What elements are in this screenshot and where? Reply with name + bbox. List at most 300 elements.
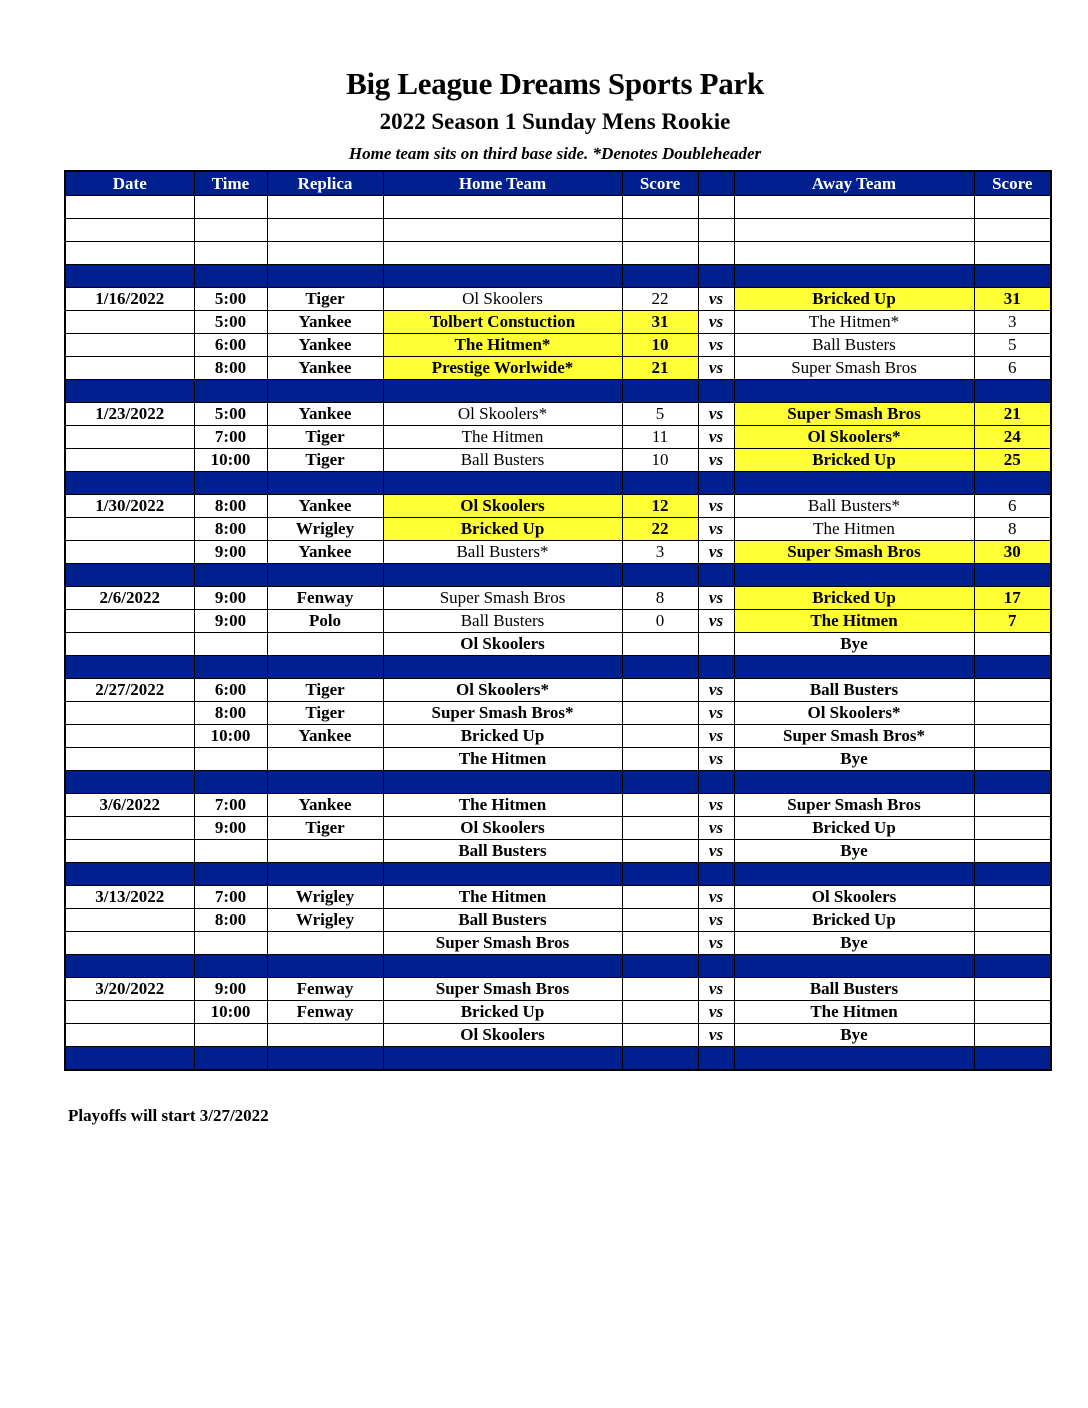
cell-home-score: [622, 242, 698, 265]
cell-vs: vs: [698, 403, 734, 426]
cell-away-team: [734, 242, 974, 265]
cell-home-team: [383, 564, 622, 587]
cell-date: [65, 725, 194, 748]
cell-away-score: 21: [974, 403, 1051, 426]
cell-away-score: [974, 219, 1051, 242]
cell-away-team: [734, 196, 974, 219]
table-row: [65, 978, 1051, 1001]
cell-replica: Fenway: [267, 978, 383, 1001]
cell-time: 5:00: [194, 403, 267, 426]
cell-time: [194, 472, 267, 495]
cell-vs: vs: [698, 794, 734, 817]
cell-vs: vs: [698, 426, 734, 449]
table-row: [65, 633, 1051, 656]
cell-away-score: [974, 265, 1051, 288]
cell-replica: Polo: [267, 610, 383, 633]
cell-away-team: [734, 472, 974, 495]
cell-home-score: [622, 932, 698, 955]
cell-away-team: Bricked Up: [734, 817, 974, 840]
cell-date: [65, 518, 194, 541]
week-separator-row: [65, 265, 1051, 288]
cell-date: [65, 633, 194, 656]
cell-away-score: [974, 656, 1051, 679]
cell-home-team: [383, 265, 622, 288]
cell-vs: vs: [698, 334, 734, 357]
cell-replica: [267, 932, 383, 955]
cell-away-team: Ball Busters*: [734, 495, 974, 518]
cell-replica: Tiger: [267, 679, 383, 702]
cell-away-score: [974, 564, 1051, 587]
cell-date: [65, 334, 194, 357]
cell-time: [194, 656, 267, 679]
cell-home-team: [383, 771, 622, 794]
cell-home-score: 22: [622, 288, 698, 311]
cell-vs: [698, 1047, 734, 1071]
cell-vs: [698, 955, 734, 978]
cell-away-score: 8: [974, 518, 1051, 541]
cell-date: [65, 265, 194, 288]
cell-home-score: 11: [622, 426, 698, 449]
cell-away-score: 6: [974, 495, 1051, 518]
cell-home-score: 5: [622, 403, 698, 426]
cell-home-team: The Hitmen: [383, 794, 622, 817]
cell-time: [194, 242, 267, 265]
cell-vs: [698, 219, 734, 242]
cell-home-score: [622, 564, 698, 587]
cell-date: 1/30/2022: [65, 495, 194, 518]
cell-home-team: [383, 1047, 622, 1071]
cell-away-score: [974, 886, 1051, 909]
cell-date: 1/23/2022: [65, 403, 194, 426]
cell-away-team: [734, 955, 974, 978]
cell-home-team: Super Smash Bros*: [383, 702, 622, 725]
header-row: [65, 171, 1051, 196]
cell-home-score: 10: [622, 449, 698, 472]
cell-away-score: 17: [974, 587, 1051, 610]
cell-replica: Tiger: [267, 288, 383, 311]
cell-home-score: [622, 1001, 698, 1024]
cell-vs: vs: [698, 840, 734, 863]
cell-date: [65, 564, 194, 587]
cell-away-score: [974, 955, 1051, 978]
cell-time: [194, 748, 267, 771]
cell-time: 6:00: [194, 679, 267, 702]
cell-home-score: [622, 886, 698, 909]
cell-vs: vs: [698, 909, 734, 932]
cell-time: [194, 932, 267, 955]
cell-away-score: [974, 633, 1051, 656]
cell-home-team: [383, 863, 622, 886]
cell-vs: [698, 564, 734, 587]
column-header-home-team: Home Team: [383, 171, 622, 196]
cell-time: [194, 265, 267, 288]
cell-time: 7:00: [194, 426, 267, 449]
cell-away-score: [974, 196, 1051, 219]
cell-away-team: [734, 1047, 974, 1071]
cell-away-score: [974, 702, 1051, 725]
cell-replica: Wrigley: [267, 886, 383, 909]
cell-time: [194, 633, 267, 656]
cell-home-team: [383, 242, 622, 265]
cell-home-score: 12: [622, 495, 698, 518]
column-header-replica: Replica: [267, 171, 383, 196]
cell-replica: [267, 955, 383, 978]
cell-home-score: [622, 840, 698, 863]
cell-away-team: Bye: [734, 840, 974, 863]
column-header-date: Date: [65, 171, 194, 196]
cell-home-team: Bricked Up: [383, 725, 622, 748]
cell-away-team: Bricked Up: [734, 587, 974, 610]
cell-away-team: Bricked Up: [734, 449, 974, 472]
cell-home-score: [622, 794, 698, 817]
cell-vs: vs: [698, 288, 734, 311]
cell-date: [65, 863, 194, 886]
cell-home-score: [622, 265, 698, 288]
cell-home-team: Ol Skoolers: [383, 288, 622, 311]
cell-home-team: [383, 472, 622, 495]
cell-home-team: Bricked Up: [383, 1001, 622, 1024]
cell-replica: [267, 1024, 383, 1047]
table-row: [65, 1001, 1051, 1024]
cell-date: [65, 955, 194, 978]
schedule-note: Home team sits on third base side. *Denotes Doubleheader: [348, 144, 762, 163]
cell-vs: [698, 380, 734, 403]
table-row: [65, 909, 1051, 932]
cell-date: 3/6/2022: [65, 794, 194, 817]
cell-away-team: Ol Skoolers: [734, 886, 974, 909]
cell-home-score: [622, 955, 698, 978]
cell-away-team: [734, 265, 974, 288]
cell-replica: Yankee: [267, 541, 383, 564]
cell-time: 8:00: [194, 357, 267, 380]
cell-away-score: [974, 725, 1051, 748]
cell-away-score: [974, 1001, 1051, 1024]
cell-home-team: Super Smash Bros: [383, 587, 622, 610]
cell-away-team: Ball Busters: [734, 334, 974, 357]
cell-vs: [698, 656, 734, 679]
cell-home-score: [622, 1024, 698, 1047]
cell-home-team: The Hitmen: [383, 426, 622, 449]
cell-date: 2/27/2022: [65, 679, 194, 702]
cell-home-team: Ball Busters: [383, 909, 622, 932]
cell-home-score: [622, 771, 698, 794]
cell-away-team: [734, 219, 974, 242]
cell-replica: [267, 840, 383, 863]
cell-away-team: Super Smash Bros: [734, 541, 974, 564]
cell-time: 8:00: [194, 909, 267, 932]
cell-vs: vs: [698, 932, 734, 955]
cell-home-score: [622, 909, 698, 932]
cell-date: [65, 1001, 194, 1024]
cell-vs: vs: [698, 541, 734, 564]
cell-replica: [267, 656, 383, 679]
page-title: Big League Dreams Sports Park: [346, 66, 764, 101]
cell-replica: [267, 242, 383, 265]
cell-vs: vs: [698, 817, 734, 840]
cell-replica: Wrigley: [267, 909, 383, 932]
table-row: [65, 1024, 1051, 1047]
cell-home-team: The Hitmen: [383, 748, 622, 771]
cell-date: [65, 380, 194, 403]
week-separator-row: [65, 380, 1051, 403]
cell-date: [65, 449, 194, 472]
cell-home-team: Ball Busters: [383, 840, 622, 863]
cell-date: [65, 357, 194, 380]
cell-away-team: Ball Busters: [734, 679, 974, 702]
cell-away-score: [974, 242, 1051, 265]
schedule-table: [64, 170, 1052, 1071]
cell-time: 7:00: [194, 886, 267, 909]
cell-time: 5:00: [194, 311, 267, 334]
cell-away-score: [974, 909, 1051, 932]
cell-away-team: [734, 863, 974, 886]
cell-away-team: The Hitmen: [734, 1001, 974, 1024]
cell-home-score: 0: [622, 610, 698, 633]
cell-replica: [267, 863, 383, 886]
cell-replica: [267, 771, 383, 794]
cell-home-team: Tolbert Constuction: [383, 311, 622, 334]
cell-vs: [698, 265, 734, 288]
cell-date: [65, 656, 194, 679]
table-row: [65, 587, 1051, 610]
cell-away-team: Bricked Up: [734, 909, 974, 932]
cell-vs: vs: [698, 1001, 734, 1024]
cell-date: [65, 1024, 194, 1047]
cell-away-score: 31: [974, 288, 1051, 311]
cell-time: 9:00: [194, 817, 267, 840]
cell-time: [194, 955, 267, 978]
cell-time: [194, 564, 267, 587]
cell-date: [65, 610, 194, 633]
cell-replica: Yankee: [267, 725, 383, 748]
cell-date: [65, 771, 194, 794]
table-row: [65, 817, 1051, 840]
cell-away-score: [974, 380, 1051, 403]
cell-date: [65, 817, 194, 840]
cell-time: 9:00: [194, 610, 267, 633]
cell-home-score: [622, 219, 698, 242]
cell-home-score: [622, 748, 698, 771]
cell-away-team: Bye: [734, 1024, 974, 1047]
week-separator-row: [65, 863, 1051, 886]
table-row: [65, 541, 1051, 564]
cell-time: 8:00: [194, 518, 267, 541]
cell-replica: [267, 748, 383, 771]
table-row: [65, 932, 1051, 955]
cell-date: 1/16/2022: [65, 288, 194, 311]
cell-away-team: Bricked Up: [734, 288, 974, 311]
cell-home-score: [622, 656, 698, 679]
cell-time: [194, 840, 267, 863]
cell-away-score: [974, 1024, 1051, 1047]
cell-time: [194, 219, 267, 242]
cell-home-team: Ol Skoolers: [383, 1024, 622, 1047]
cell-away-team: Super Smash Bros: [734, 403, 974, 426]
cell-date: 2/6/2022: [65, 587, 194, 610]
cell-time: 9:00: [194, 978, 267, 1001]
cell-away-team: Ball Busters: [734, 978, 974, 1001]
table-row: [65, 311, 1051, 334]
cell-replica: [267, 1047, 383, 1071]
cell-away-score: [974, 840, 1051, 863]
cell-vs: vs: [698, 311, 734, 334]
cell-replica: [267, 196, 383, 219]
cell-replica: [267, 380, 383, 403]
page-subtitle: 2022 Season 1 Sunday Mens Rookie: [379, 109, 731, 134]
cell-time: 9:00: [194, 541, 267, 564]
cell-vs: vs: [698, 610, 734, 633]
cell-home-team: Ball Busters*: [383, 541, 622, 564]
cell-home-score: 8: [622, 587, 698, 610]
week-separator-row: [65, 472, 1051, 495]
cell-date: [65, 932, 194, 955]
cell-replica: Fenway: [267, 587, 383, 610]
column-header-away-score: Score: [974, 171, 1051, 196]
cell-time: 8:00: [194, 702, 267, 725]
cell-home-score: [622, 863, 698, 886]
cell-away-score: [974, 679, 1051, 702]
week-separator-row: [65, 656, 1051, 679]
cell-date: [65, 702, 194, 725]
cell-home-score: 21: [622, 357, 698, 380]
column-header-time: Time: [194, 171, 267, 196]
cell-home-team: Bricked Up: [383, 518, 622, 541]
week-separator-row: [65, 564, 1051, 587]
table-row: [65, 426, 1051, 449]
cell-replica: Tiger: [267, 702, 383, 725]
cell-away-team: Super Smash Bros: [734, 357, 974, 380]
cell-home-team: Super Smash Bros: [383, 978, 622, 1001]
cell-vs: [698, 196, 734, 219]
cell-time: 10:00: [194, 1001, 267, 1024]
cell-home-team: Ol Skoolers*: [383, 403, 622, 426]
cell-replica: Tiger: [267, 817, 383, 840]
cell-replica: Tiger: [267, 426, 383, 449]
cell-replica: [267, 265, 383, 288]
cell-time: 8:00: [194, 495, 267, 518]
cell-home-score: [622, 472, 698, 495]
cell-date: 3/13/2022: [65, 886, 194, 909]
blank-row: [65, 196, 1051, 219]
cell-vs: vs: [698, 357, 734, 380]
cell-home-score: [622, 978, 698, 1001]
cell-home-team: Prestige Worlwide*: [383, 357, 622, 380]
cell-away-team: [734, 656, 974, 679]
cell-date: [65, 196, 194, 219]
cell-home-team: [383, 196, 622, 219]
cell-home-score: [622, 380, 698, 403]
cell-home-score: [622, 196, 698, 219]
cell-home-team: Ball Busters: [383, 610, 622, 633]
cell-date: [65, 242, 194, 265]
cell-away-score: [974, 1047, 1051, 1071]
cell-away-team: Ol Skoolers*: [734, 426, 974, 449]
cell-away-score: [974, 932, 1051, 955]
cell-away-team: Bye: [734, 633, 974, 656]
cell-replica: Wrigley: [267, 518, 383, 541]
table-row: [65, 449, 1051, 472]
cell-time: 6:00: [194, 334, 267, 357]
cell-home-score: [622, 1047, 698, 1071]
cell-away-team: The Hitmen: [734, 518, 974, 541]
cell-date: [65, 219, 194, 242]
week-separator-row: [65, 955, 1051, 978]
table-row: [65, 403, 1051, 426]
cell-vs: vs: [698, 449, 734, 472]
table-row: [65, 725, 1051, 748]
cell-away-score: 24: [974, 426, 1051, 449]
cell-home-score: [622, 702, 698, 725]
cell-replica: [267, 219, 383, 242]
cell-home-score: [622, 725, 698, 748]
cell-home-team: Ol Skoolers: [383, 817, 622, 840]
cell-home-team: Ol Skoolers: [383, 495, 622, 518]
cell-away-score: 7: [974, 610, 1051, 633]
cell-home-team: Ball Busters: [383, 449, 622, 472]
cell-time: [194, 771, 267, 794]
cell-time: [194, 380, 267, 403]
cell-away-score: [974, 748, 1051, 771]
cell-replica: Fenway: [267, 1001, 383, 1024]
cell-date: [65, 909, 194, 932]
cell-away-score: [974, 794, 1051, 817]
cell-vs: vs: [698, 748, 734, 771]
cell-vs: vs: [698, 886, 734, 909]
cell-home-score: [622, 633, 698, 656]
cell-away-team: Bye: [734, 932, 974, 955]
cell-home-team: Super Smash Bros: [383, 932, 622, 955]
cell-away-team: The Hitmen: [734, 610, 974, 633]
cell-replica: [267, 633, 383, 656]
cell-replica: Yankee: [267, 794, 383, 817]
table-row: [65, 840, 1051, 863]
cell-home-team: [383, 380, 622, 403]
cell-date: [65, 426, 194, 449]
cell-time: 10:00: [194, 449, 267, 472]
table-row: [65, 334, 1051, 357]
cell-home-score: [622, 817, 698, 840]
table-row: [65, 748, 1051, 771]
cell-vs: [698, 771, 734, 794]
cell-vs: [698, 633, 734, 656]
column-header-vs: [698, 171, 734, 196]
blank-row: [65, 242, 1051, 265]
cell-away-team: Super Smash Bros*: [734, 725, 974, 748]
cell-time: [194, 863, 267, 886]
cell-away-team: [734, 771, 974, 794]
cell-time: 5:00: [194, 288, 267, 311]
cell-vs: vs: [698, 587, 734, 610]
table-row: [65, 518, 1051, 541]
cell-away-score: [974, 817, 1051, 840]
cell-home-team: [383, 219, 622, 242]
cell-away-score: [974, 472, 1051, 495]
cell-replica: Yankee: [267, 357, 383, 380]
blank-row: [65, 219, 1051, 242]
cell-away-team: [734, 380, 974, 403]
cell-away-team: Ol Skoolers*: [734, 702, 974, 725]
cell-home-team: The Hitmen*: [383, 334, 622, 357]
cell-away-score: 30: [974, 541, 1051, 564]
cell-away-team: The Hitmen*: [734, 311, 974, 334]
cell-vs: [698, 472, 734, 495]
cell-vs: [698, 863, 734, 886]
table-row: [65, 679, 1051, 702]
cell-replica: Yankee: [267, 311, 383, 334]
cell-home-team: Ol Skoolers*: [383, 679, 622, 702]
cell-away-score: 25: [974, 449, 1051, 472]
cell-vs: [698, 242, 734, 265]
